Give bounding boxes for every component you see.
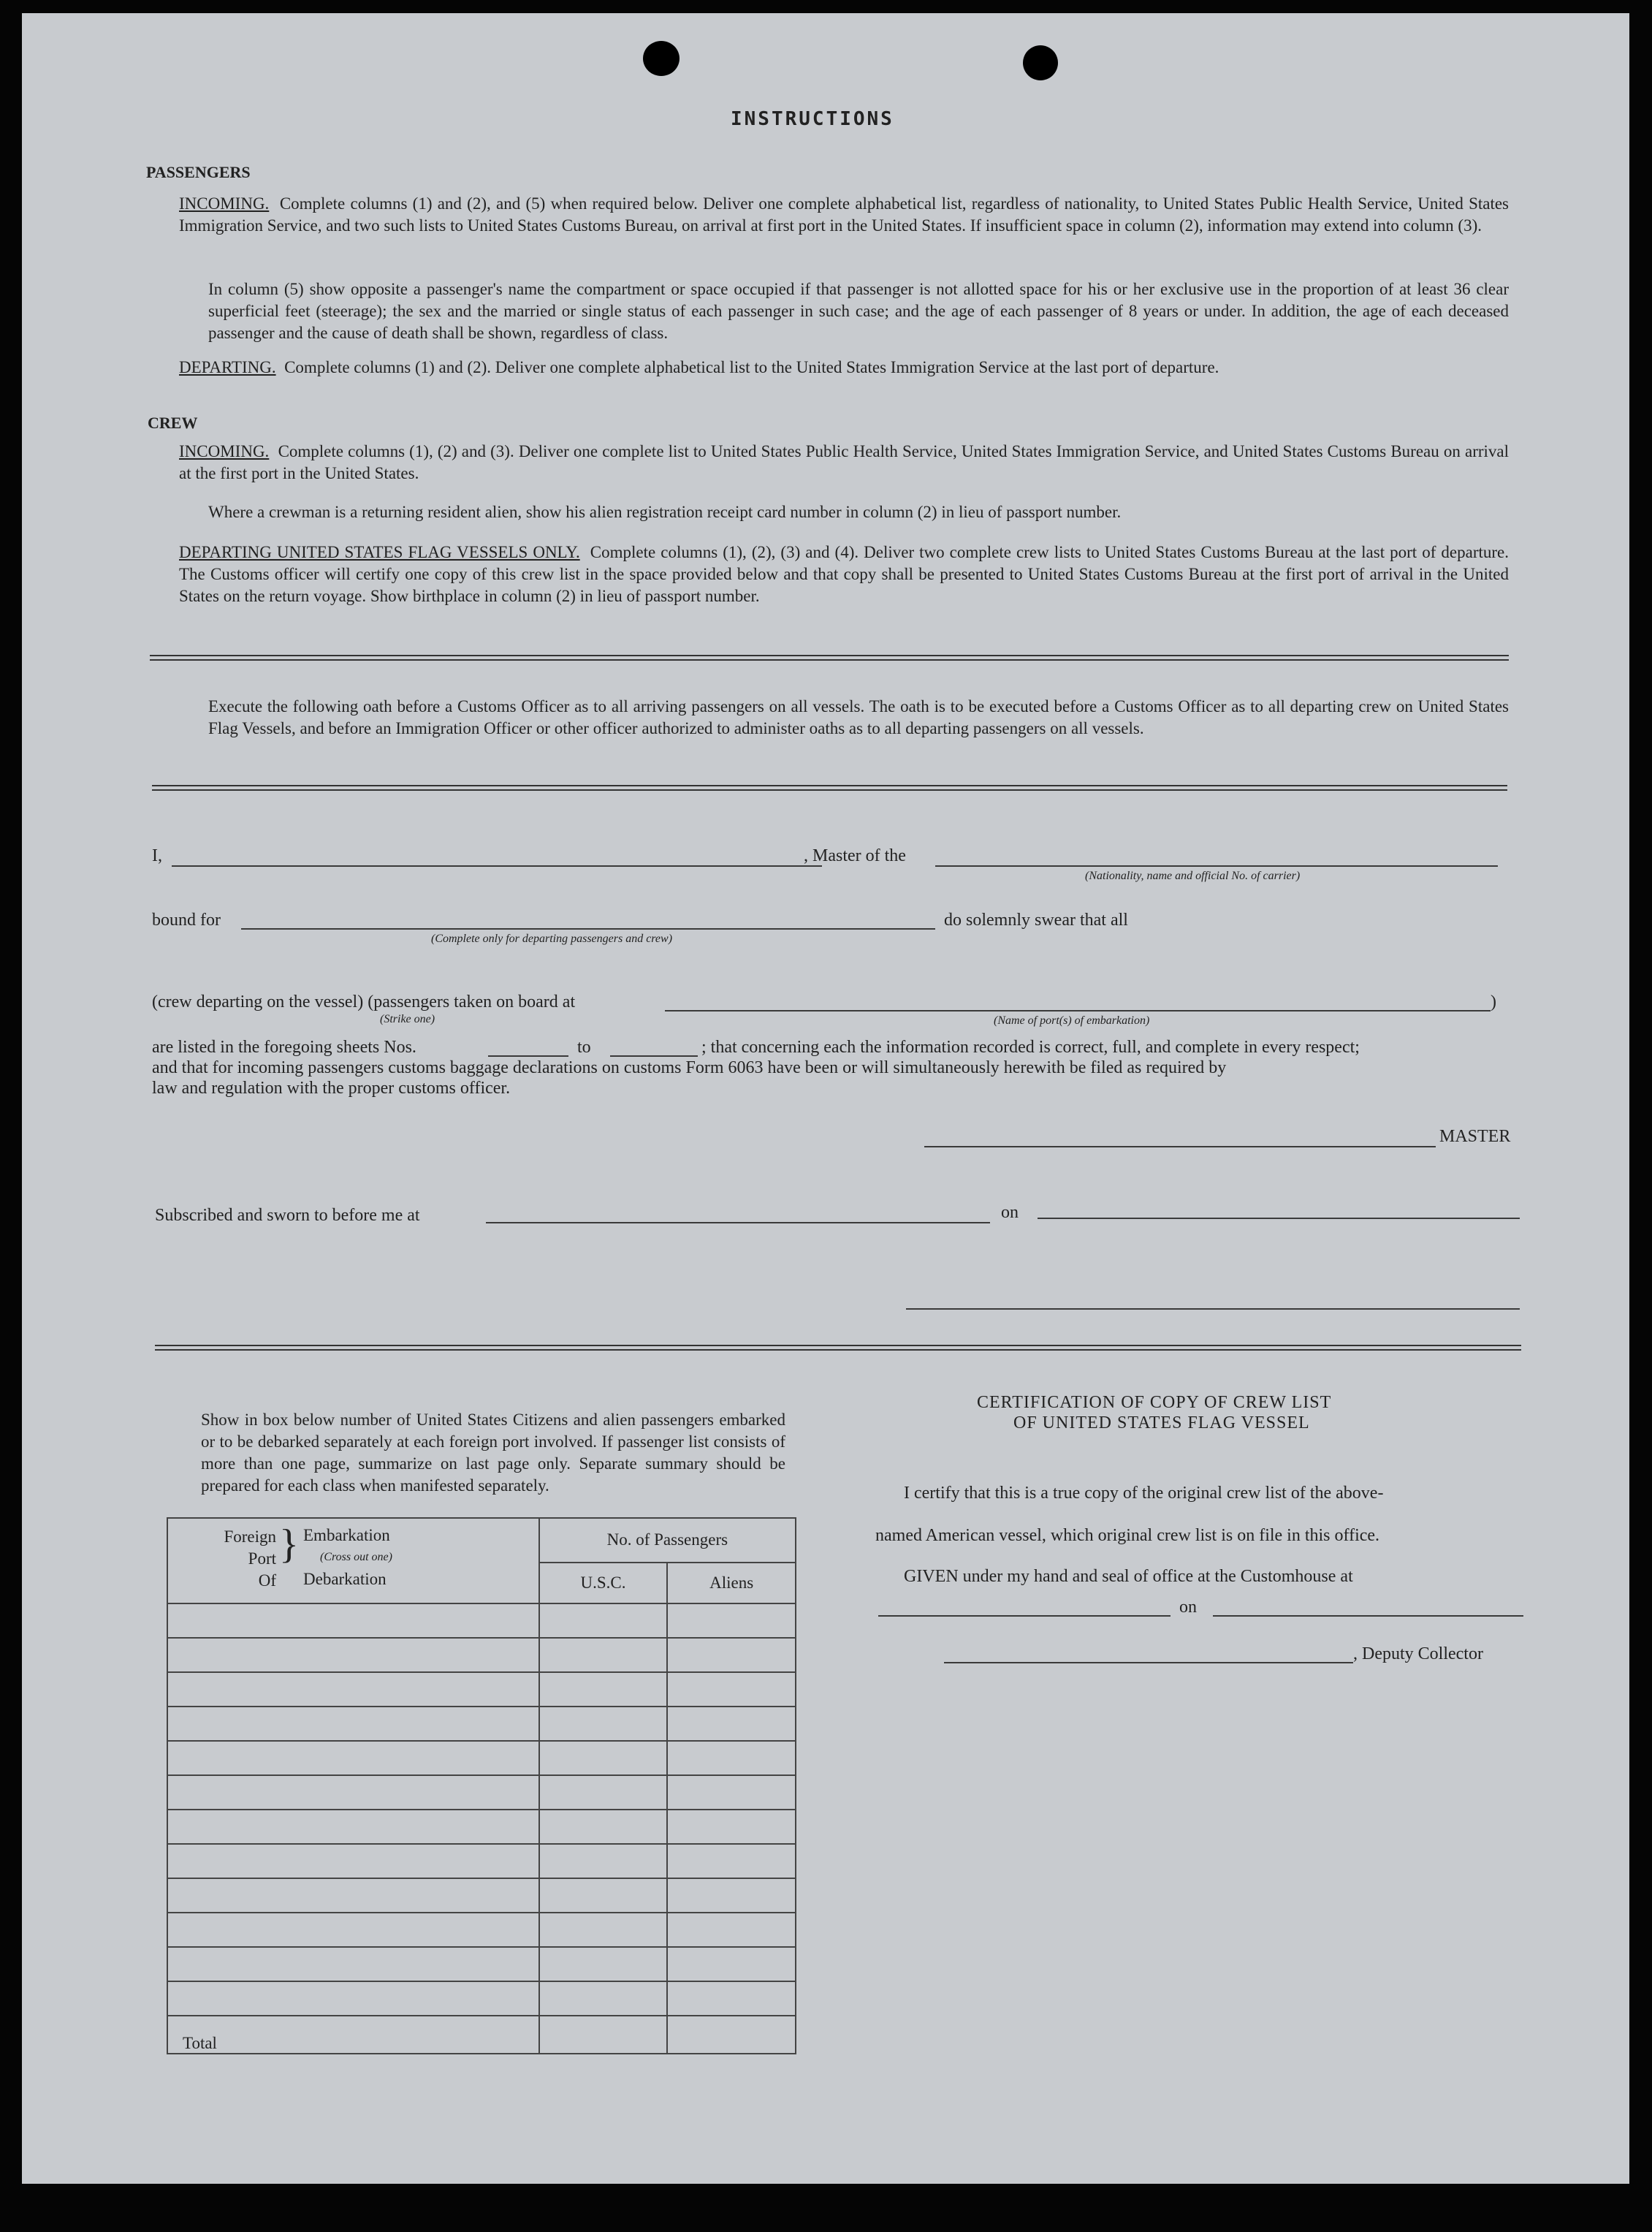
punch-hole-right: [1023, 45, 1058, 80]
bound-for-field[interactable]: [241, 928, 935, 930]
foreign-port-of: [210, 1526, 276, 1592]
port-cell[interactable]: [167, 1741, 539, 1775]
certification-line-3: GIVEN under my hand and seal of office at the Customhouse at: [904, 1567, 1353, 1586]
sheets-text-d: law and regulation with the proper customs officer.: [152, 1079, 511, 1098]
usc-cell[interactable]: [539, 1603, 668, 1638]
usc-cell[interactable]: [539, 1981, 668, 2016]
usc-cell[interactable]: [539, 1672, 668, 1707]
aliens-cell[interactable]: [667, 1878, 796, 1913]
sheets-from-field[interactable]: [488, 1055, 568, 1057]
table-row: [167, 1707, 796, 1741]
certification-date-field[interactable]: [1213, 1615, 1523, 1617]
customhouse-field[interactable]: [878, 1615, 1171, 1617]
certification-line-2: named American vessel, which original crew list is on file in this office.: [875, 1526, 1380, 1545]
port-cell[interactable]: [167, 1981, 539, 2016]
deputy-signature-field[interactable]: [944, 1662, 1353, 1663]
port-cell[interactable]: [167, 1672, 539, 1707]
document-page: [22, 13, 1629, 2184]
carrier-field[interactable]: [935, 865, 1498, 867]
section-divider-1: [150, 655, 1509, 661]
passengers-departing-label: DEPARTING.: [179, 358, 276, 376]
crew-departing-body: Complete columns (1), (2), (3) and (4). Deliver two complete crew lists to United States Customs Bureau at the last port of departure. The Customs officer will certify one copy of this crew list in the space provided below and that copy shall be presented to United States Customs Bureau at the first port of arrival in the United States on the return voyage. Show birthplace in column (2) in lieu of passport number.: [179, 543, 1510, 605]
crew-departing-text: [179, 542, 1509, 607]
ports-hint: (Name of port(s) of embarkation): [994, 1014, 1150, 1027]
sheets-to: to: [577, 1038, 591, 1057]
brace-icon: }: [279, 1522, 299, 1567]
usc-cell[interactable]: [539, 1810, 668, 1844]
certification-title-2: OF UNITED STATES FLAG VESSEL: [1013, 1413, 1310, 1432]
certification-title-1: CERTIFICATION OF COPY OF CREW LIST: [977, 1393, 1332, 1412]
no-passengers-header: No. of Passengers: [539, 1518, 796, 1563]
punch-hole-left: [643, 41, 680, 76]
port-cell[interactable]: [167, 1913, 539, 1947]
section-divider-3: [155, 1345, 1521, 1351]
port-cell[interactable]: [167, 1844, 539, 1878]
aliens-header: Aliens: [667, 1563, 796, 1603]
sheets-text-c: and that for incoming passengers customs baggage declarations on customs Form 6063 have been or will simultaneously herewith be filed as required by: [152, 1058, 1227, 1077]
port-label: Port: [248, 1549, 276, 1568]
passengers-incoming-body: Complete columns (1) and (2), and (5) when required below. Deliver one complete alphabetical list, regardless of nationality, to United States Public Health Service, United States Immigration Service, and two such lists to United States Customs Bureau, on arrival at first port in the United States. If insufficient space in column (2), information may extend into column (3).: [179, 194, 1510, 235]
port-cell[interactable]: [167, 1775, 539, 1810]
sworn-date-field[interactable]: [1038, 1218, 1520, 1219]
table-row: [167, 1844, 796, 1878]
table-row: [167, 1775, 796, 1810]
subscribed-text: Subscribed and sworn to before me at: [155, 1206, 420, 1225]
usc-cell[interactable]: [539, 1947, 668, 1981]
total-usc-cell[interactable]: [539, 2016, 668, 2054]
crew-departing-label: DEPARTING UNITED STATES FLAG VESSELS ONLY.: [179, 543, 580, 561]
total-row: [167, 2016, 796, 2054]
usc-cell[interactable]: [539, 1878, 668, 1913]
sworn-on: on: [1001, 1203, 1019, 1222]
oath-intro: Execute the following oath before a Customs Officer as to all arriving passengers on all vessels. The oath is to be executed before a Customs Officer as to all departing crew on United States Flag Vessels, and before an Immigration Officer or other officer authorized to administer oaths as to all departing passengers on all vessels.: [208, 697, 1509, 737]
oath-swear: do solemnly swear that all: [944, 911, 1128, 930]
column5-text: In column (5) show opposite a passenger's name the compartment or space occupied if that passenger is not allotted space for his or her exclusive use in the proportion of at least 36 clear superficial feet (steerage); the sex and the married or single status of each passenger in such case; and the age of each passenger of 8 years or under. In addition, the age of each deceased passenger and the cause of death shall be shown, regardless of class.: [208, 280, 1509, 342]
summary-text: Show in box below number of United States Citizens and alien passengers embarked or to be debarked separately at each foreign port involved. If passenger list consists of more than one page, summarize on last page only. Separate summary should be prepared for each class when manifested separately.: [201, 1411, 785, 1495]
crew-incoming-text: [179, 441, 1509, 485]
table-row: [167, 1878, 796, 1913]
section-divider-2: [152, 785, 1507, 791]
port-cell[interactable]: [167, 1707, 539, 1741]
aliens-cell[interactable]: [667, 1707, 796, 1741]
aliens-cell[interactable]: [667, 1913, 796, 1947]
table-row: [167, 1947, 796, 1981]
table-row: [167, 1638, 796, 1672]
oath-crew-departing: (crew departing on the vessel) (passengers taken on board at: [152, 992, 576, 1011]
port-cell[interactable]: [167, 1638, 539, 1672]
sheets-text-b: ; that concerning each the information recorded is correct, full, and complete in every respect;: [701, 1038, 1360, 1057]
total-aliens-cell[interactable]: [667, 2016, 796, 2054]
sworn-at-field[interactable]: [486, 1222, 990, 1223]
crew-incoming-body: Complete columns (1), (2) and (3). Deliver one complete list to United States Public Health Service, United States Immigration Service, and United States Customs Bureau on arrival at the first port in the United States.: [179, 442, 1509, 482]
master-label: MASTER: [1439, 1127, 1511, 1146]
officer-signature-field[interactable]: [906, 1308, 1520, 1310]
passengers-incoming-text: [179, 193, 1509, 237]
port-cell[interactable]: [167, 1603, 539, 1638]
sheets-text-a: are listed in the foregoing sheets Nos.: [152, 1038, 416, 1057]
certification-line-1: I certify that this is a true copy of the original crew list of the above-: [904, 1484, 1384, 1503]
aliens-cell[interactable]: [667, 1603, 796, 1638]
aliens-cell[interactable]: [667, 1810, 796, 1844]
table-row: [167, 1741, 796, 1775]
table-row: [167, 1603, 796, 1638]
port-header-cell: [167, 1518, 539, 1603]
table-row: [167, 1913, 796, 1947]
aliens-cell[interactable]: [667, 1741, 796, 1775]
crew-incoming-label: INCOMING.: [179, 442, 270, 460]
ports-close-paren: ): [1491, 992, 1496, 1011]
foreign-label: Foreign: [224, 1527, 276, 1546]
embarkation-label: Embarkation: [303, 1526, 390, 1544]
passengers-incoming-label: INCOMING.: [179, 194, 270, 213]
oath-master-of-the: , Master of the: [804, 846, 906, 865]
usc-cell[interactable]: [539, 1844, 668, 1878]
strike-one-hint: (Strike one): [380, 1013, 435, 1025]
master-name-field[interactable]: [172, 865, 822, 867]
crew-heading: CREW: [148, 414, 198, 432]
passengers-departing-body: Complete columns (1) and (2). Deliver one complete alphabetical list to the United States Immigration Service at the last port of departure.: [284, 358, 1219, 376]
master-signature-field[interactable]: [924, 1146, 1436, 1147]
aliens-cell[interactable]: [667, 1981, 796, 2016]
usc-cell[interactable]: [539, 1775, 668, 1810]
debarkation-label: Debarkation: [303, 1570, 387, 1588]
page-title: INSTRUCTIONS: [731, 108, 894, 130]
passengers-departing-text: [179, 357, 1509, 379]
aliens-cell[interactable]: [667, 1844, 796, 1878]
sheets-line-a: [152, 1038, 416, 1058]
port-cell[interactable]: [167, 1947, 539, 1981]
aliens-cell[interactable]: [667, 1947, 796, 1981]
crew-resident-text: Where a crewman is a returning resident alien, show his alien registration receipt card number in column (2) in lieu of passport number.: [208, 503, 1122, 521]
ports-field[interactable]: [665, 1010, 1491, 1011]
aliens-cell[interactable]: [667, 1672, 796, 1707]
aliens-cell[interactable]: [667, 1775, 796, 1810]
deputy-collector-label: , Deputy Collector: [1353, 1644, 1483, 1663]
port-cell[interactable]: [167, 1878, 539, 1913]
port-cell[interactable]: [167, 1810, 539, 1844]
table-row: [167, 1981, 796, 2016]
bound-hint: (Complete only for departing passengers and crew): [431, 933, 673, 945]
passengers-heading: PASSENGERS: [146, 163, 251, 181]
passenger-summary-table: [167, 1517, 796, 2054]
usc-cell[interactable]: [539, 1741, 668, 1775]
usc-cell[interactable]: [539, 1638, 668, 1672]
certification-on: on: [1179, 1598, 1197, 1617]
usc-cell[interactable]: [539, 1913, 668, 1947]
carrier-hint: (Nationality, name and official No. of carrier): [1085, 870, 1301, 882]
usc-cell[interactable]: [539, 1707, 668, 1741]
sheets-to-field[interactable]: [610, 1055, 698, 1057]
aliens-cell[interactable]: [667, 1638, 796, 1672]
oath-bound-for: bound for: [152, 911, 221, 930]
total-label: Total: [167, 2016, 539, 2054]
cross-out-hint: (Cross out one): [320, 1551, 392, 1563]
table-row: [167, 1810, 796, 1844]
oath-i: I,: [152, 846, 162, 865]
of-label: Of: [258, 1571, 276, 1590]
table-row: [167, 1672, 796, 1707]
usc-header: U.S.C.: [539, 1563, 668, 1603]
